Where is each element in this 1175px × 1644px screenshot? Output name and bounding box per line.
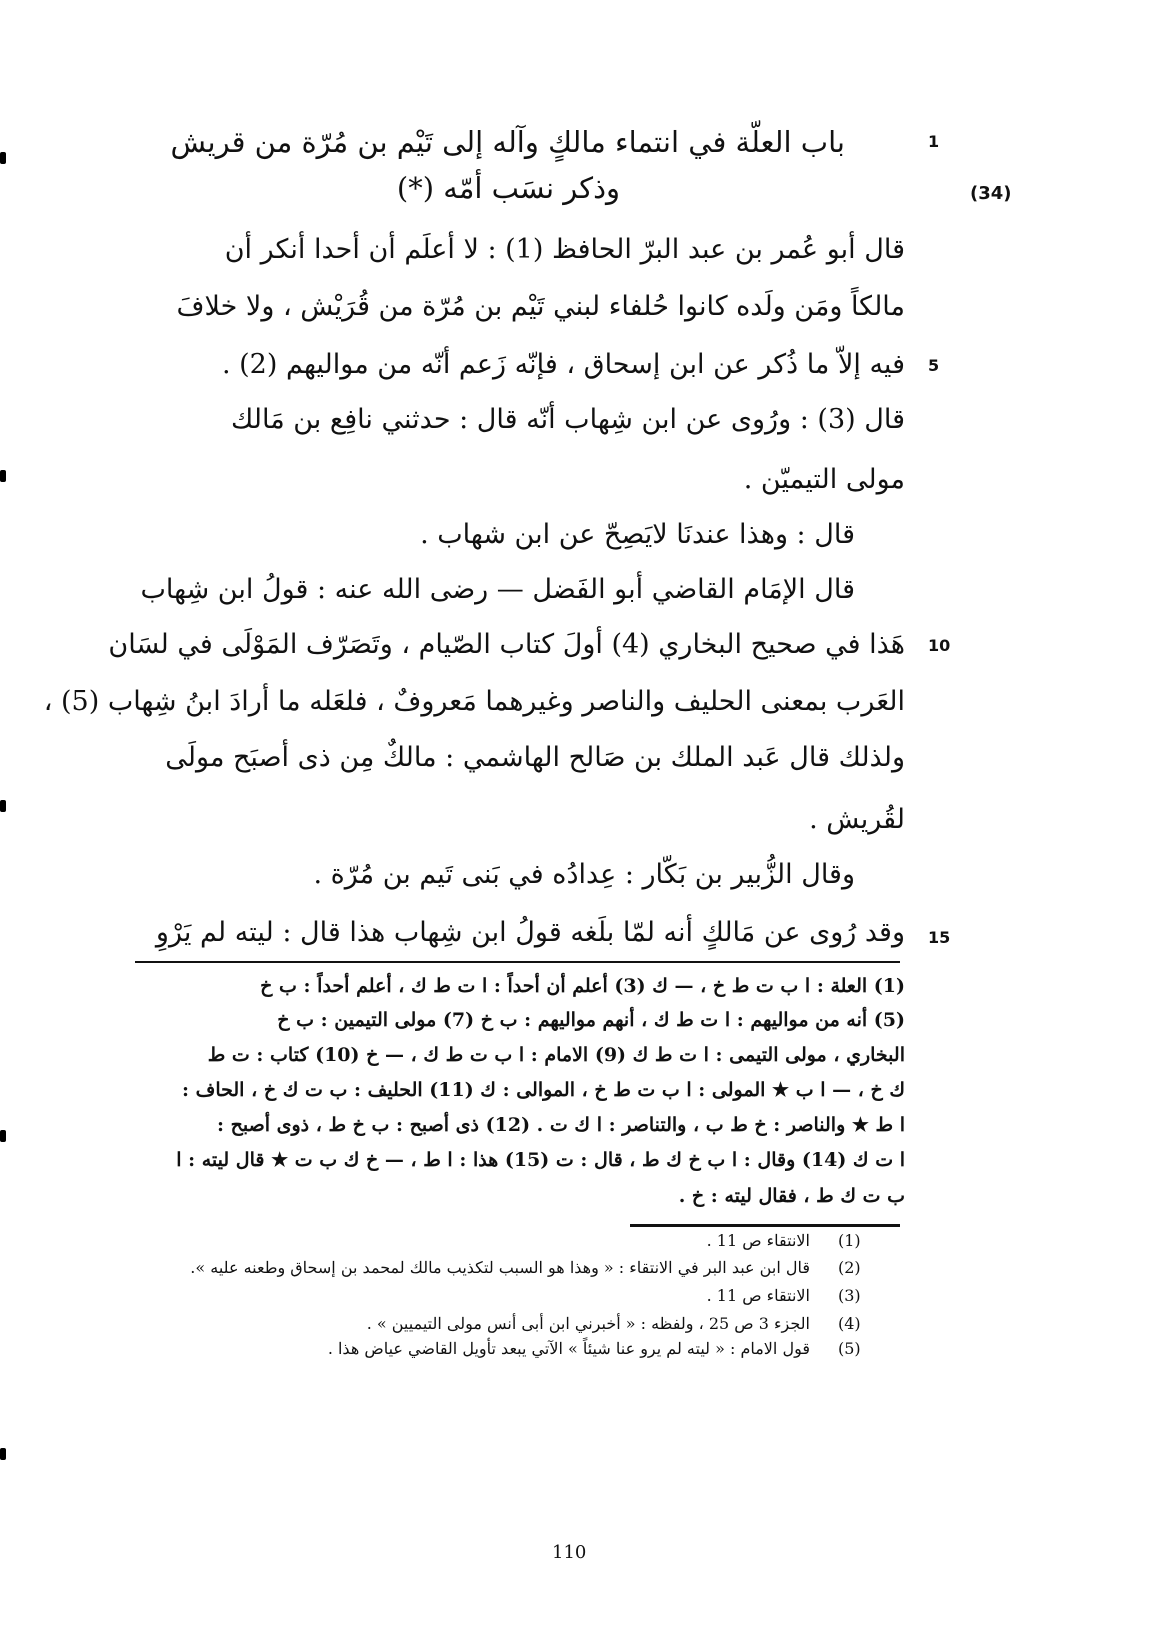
- line-number: 5: [928, 356, 940, 375]
- body-line: العَرب بمعنى الحليف والناصر وغيرهما مَعروفٌ ، فلعَله ما أرادَ ابنُ شِهاب (5) ،: [43, 686, 905, 717]
- page-number: 110: [552, 1542, 587, 1563]
- footnote-number: (3): [838, 1286, 861, 1305]
- body-line: ولذلك قال عَبد الملك بن صَالح الهاشمي : مالكٌ مِن ذى أصبَح مولَى: [165, 742, 905, 773]
- body-line: فيه إلاّ ما ذُكر عن ابن إسحاق ، فإنّه زَعم أنّه من مواليهم (2) .: [221, 349, 905, 380]
- scan-mark: [0, 152, 6, 164]
- footnote-text: الانتقاء ص 11 .: [706, 1231, 810, 1250]
- body-line: قال (3) : ورُوى عن ابن شِهاب أنّه قال : حدثني نافِع بن مَالك: [230, 404, 905, 435]
- footnote-number: (1): [838, 1231, 861, 1250]
- apparatus-line: ب ت ك ط ، فقال ليته : خ .: [678, 1185, 905, 1207]
- apparatus-line: (1) العلة : ا ب ت ط خ ، — ك (3) أعلم أن أحداً : ا ت ط ك ، أعلم أحداً : ب خ: [260, 975, 905, 997]
- body-line: وقال الزُّبير بن بَكّار : عِدادُه في بَنى تَيم بن مُرّة .: [313, 859, 855, 890]
- apparatus-line: ا ت ك (14) وقال : ا ب خ ك ط ، قال : ت (15) هذا : ا ط ، — خ ك ب ت ★ قال ليته : ا: [176, 1149, 905, 1171]
- apparatus-rule: [135, 961, 900, 963]
- chapter-title-line-2: وذكر نسَب أمّه (*): [396, 171, 620, 205]
- side-reference: (34): [970, 183, 1012, 204]
- apparatus-line: (5) أنه من مواليهم : ا ت ط ك ، أنهم مواليهم : ب خ (7) مولى التيمين : ب خ: [277, 1009, 905, 1031]
- footnote-text: قال ابن عبد البر في الانتقاء : « وهذا هو السبب لتكذيب مالك لمحمد بن إسحاق وطعنه عليه ».: [190, 1258, 810, 1277]
- footnote-number: (5): [838, 1339, 861, 1358]
- scan-mark: [0, 470, 6, 482]
- scan-mark: [0, 1448, 6, 1460]
- body-line: لقُريش .: [809, 804, 905, 835]
- body-line: قال : وهذا عندنَا لايَصِحّ عن ابن شهاب .: [420, 519, 855, 550]
- apparatus-line: البخاري ، مولى التيمى : ا ت ط ك (9) الامام : ا ب ت ط ك ، — خ (10) كتاب : ت ط: [207, 1044, 905, 1066]
- apparatus-line: ك خ ، — ا ب ★ المولى : ا ب ت ط خ ، الموالى : ك (11) الحليف : ب ت ك خ ، الحاف :: [182, 1079, 905, 1101]
- scan-mark: [0, 1130, 6, 1142]
- line-number: 1: [928, 132, 940, 151]
- line-number: 10: [928, 636, 951, 655]
- footnote-rule: [630, 1224, 900, 1227]
- body-line: مالكاً ومَن ولَده كانوا حُلفاء لبني تَيْم بن مُرّة من قُرَيْش ، ولا خلافَ: [176, 291, 905, 322]
- footnote-number: (4): [838, 1314, 861, 1333]
- body-line: قال أبو عُمر بن عبد البرّ الحافظ (1) : لا أعلَم أن أحدا أنكر أن: [224, 234, 905, 265]
- footnote-text: الجزء 3 ص 25 ، ولفظه : « أخبرني ابن أبى أنس مولى التيميين » .: [366, 1314, 810, 1333]
- footnote-text: قول الامام : « ليته لم يرو عنا شيئاً » الآتي يبعد تأويل القاضي عياض هذا .: [327, 1339, 810, 1358]
- body-line: هَذا في صحيح البخاري (4) أولَ كتاب الصّيام ، وتَصَرّف المَوْلَى في لسَان: [108, 629, 905, 660]
- body-line: قال الإمَام القاضي أبو الفَضل — رضى الله عنه : قولُ ابن شِهاب: [140, 574, 855, 605]
- body-line: وقد رُوى عن مَالكٍ أنه لمّا بلَغه قولُ ابن شِهاب هذا قال : ليته لم يَرْوِ: [155, 917, 905, 948]
- scan-mark: [0, 800, 6, 812]
- footnote-text: الانتقاء ص 11 .: [706, 1286, 810, 1305]
- footnote-number: (2): [838, 1258, 861, 1277]
- apparatus-line: ا ط ★ والناصر : خ ط ب ، والتناصر : ا ك ت . (12) ذى أصبح : ب خ ط ، ذوى أصبح :: [216, 1114, 905, 1136]
- body-line: مولى التيميّن .: [743, 464, 905, 495]
- chapter-title-line-1: باب العلّة في انتماء مالكٍ وآله إلى تَيْم بن مُرّة من قريش: [170, 125, 845, 159]
- line-number: 15: [928, 928, 951, 947]
